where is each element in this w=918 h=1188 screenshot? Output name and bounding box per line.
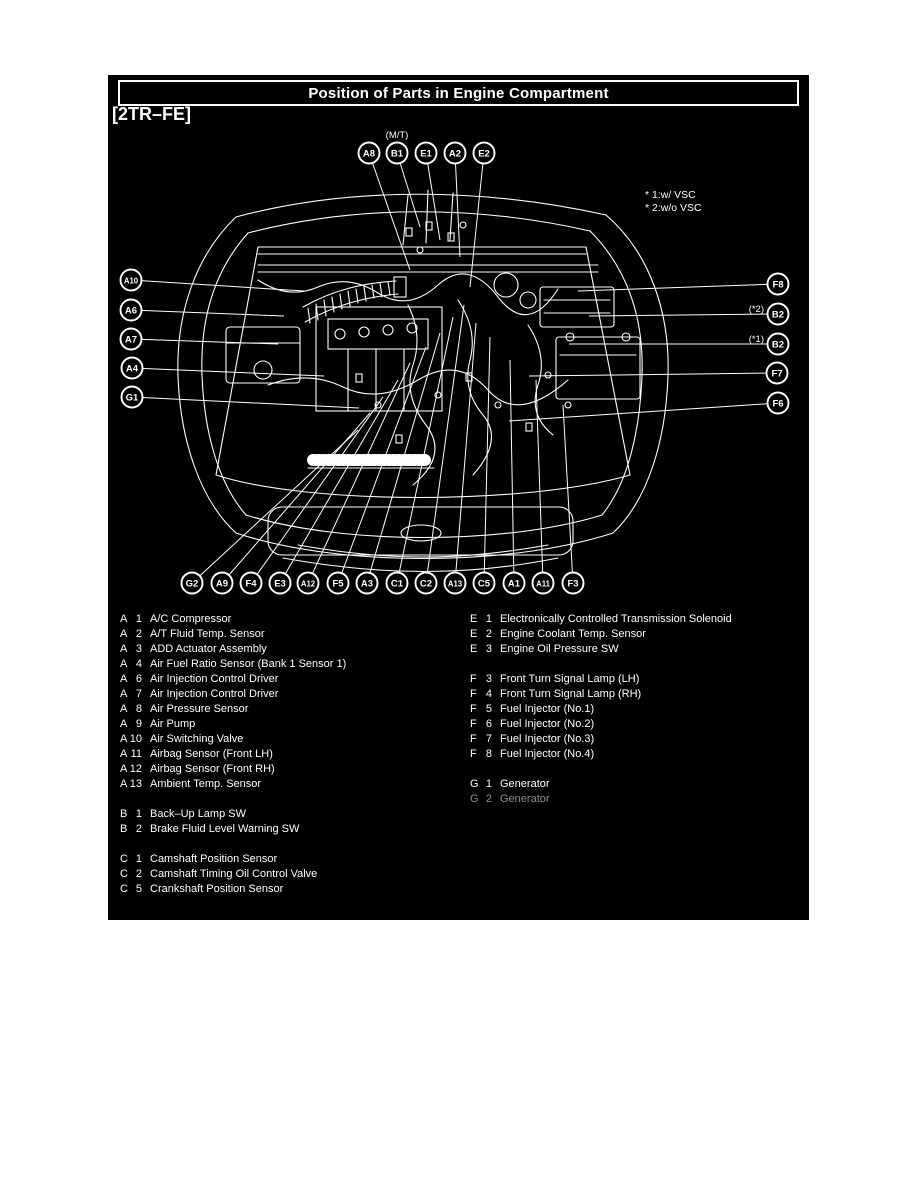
leader-line-A2	[455, 153, 460, 257]
legend-code: F	[470, 718, 477, 730]
callout-label: A1	[507, 578, 521, 590]
callout-C5	[474, 573, 495, 594]
legend-number: 4	[485, 688, 492, 700]
legend-row-F8	[470, 747, 805, 762]
callout-C1	[387, 573, 408, 594]
callout-label: C1	[390, 578, 404, 590]
callout-A4	[122, 358, 143, 379]
legend-group	[120, 852, 465, 897]
callout-label: A11	[536, 579, 550, 589]
legend-row-A10	[120, 732, 465, 747]
callout-C2	[416, 573, 437, 594]
legend-number: 3	[135, 643, 142, 655]
legend-part-name: Air Injection Control Driver	[150, 673, 279, 685]
legend-code: F	[470, 748, 477, 760]
legend-part-name: Front Turn Signal Lamp (LH)	[500, 673, 640, 685]
legend-code: E	[470, 628, 478, 640]
leader-line-A12	[308, 363, 410, 583]
page-title: Position of Parts in Engine Compartment	[308, 84, 609, 102]
legend-row-A6	[120, 672, 465, 687]
callout-B2	[768, 334, 789, 355]
legend-row-F5	[470, 702, 805, 717]
vehicle-artwork	[178, 190, 668, 572]
callout-A10	[121, 270, 142, 291]
legend-part-name: Fuel Injector (No.4)	[500, 748, 595, 760]
leader-line-A1	[510, 360, 514, 583]
legend-part-name: Air Fuel Ratio Sensor (Bank 1 Sensor 1)	[150, 658, 347, 670]
leader-line-F7	[529, 373, 777, 376]
star1-note: (*1)	[748, 334, 764, 345]
legend-part-name: Camshaft Timing Oil Control Valve	[150, 868, 318, 880]
callout-label: F7	[771, 368, 783, 380]
legend-code: F	[470, 733, 477, 745]
leader-line-A4	[132, 368, 324, 376]
legend-part-name: Generator	[500, 778, 550, 790]
legend-part-name: Ambient Temp. Sensor	[150, 778, 262, 790]
legend-number: 1	[485, 613, 492, 625]
callout-label: A10	[123, 276, 139, 286]
legend-number: 2	[135, 823, 142, 835]
legend-row-E1	[470, 612, 805, 627]
callout-label: F3	[567, 578, 579, 590]
engine-code-label: [2TR–FE]	[112, 104, 192, 124]
legend-row-C1	[120, 852, 465, 867]
legend-part-name: Generator	[500, 793, 550, 805]
callout-A6	[121, 300, 142, 321]
legend-row-A8	[120, 702, 465, 717]
callout-A3	[357, 573, 378, 594]
legend-code: A	[120, 733, 128, 745]
legend-part-name: Fuel Injector (No.3)	[500, 733, 595, 745]
legend-number: 5	[135, 883, 142, 895]
leader-line-E2	[470, 153, 484, 287]
callout-label: F4	[245, 578, 257, 590]
callout-label: G1	[125, 392, 139, 404]
callout-A13	[445, 573, 466, 594]
legend-code: A	[120, 628, 128, 640]
legend-part-name: Air Pump	[150, 718, 196, 730]
legend-number: 11	[130, 748, 142, 760]
legend-code: A	[120, 613, 128, 625]
legend-right-column	[470, 612, 805, 822]
legend-group	[120, 612, 465, 792]
leader-line-F3	[563, 405, 573, 583]
legend-number: 8	[135, 703, 142, 715]
legend-code: G	[470, 793, 479, 805]
legend-code: F	[470, 688, 477, 700]
legend-row-A7	[120, 687, 465, 702]
callout-E2	[474, 143, 495, 164]
legend-number: 3	[485, 643, 492, 655]
legend-number: 2	[485, 628, 492, 640]
legend-number: 1	[485, 778, 492, 790]
legend-code: A	[120, 778, 128, 790]
legend-number: 3	[485, 673, 492, 685]
vsc-note-line1: * 1:w/ VSC	[645, 189, 696, 201]
callout-F4	[241, 573, 262, 594]
callout-F6	[768, 393, 789, 414]
legend-part-name: A/C Compressor	[150, 613, 232, 625]
legend-left-column	[120, 612, 465, 912]
callout-A9	[212, 573, 233, 594]
vsc-note-line2: * 2:w/o VSC	[645, 202, 702, 214]
leader-line-G1	[132, 397, 359, 408]
legend-code: C	[120, 883, 128, 895]
legend-part-name: Engine Oil Pressure SW	[500, 643, 619, 655]
callout-B2	[768, 304, 789, 325]
legend-part-name: Camshaft Position Sensor	[150, 853, 278, 865]
legend-number: 7	[135, 688, 142, 700]
legend-number: 5	[485, 703, 492, 715]
leader-line-A13	[455, 323, 476, 583]
callout-B1	[387, 143, 408, 164]
legend-code: F	[470, 703, 477, 715]
legend-number: 9	[135, 718, 142, 730]
legend-part-name: Crankshaft Position Sensor	[150, 883, 284, 895]
legend-part-name: Electronically Controlled Transmission Solenoid	[500, 613, 732, 625]
legend-part-name: Front Turn Signal Lamp (RH)	[500, 688, 642, 700]
legend-number: 6	[135, 673, 142, 685]
legend-row-A11	[120, 747, 465, 762]
callout-F8	[768, 274, 789, 295]
callout-A7	[121, 329, 142, 350]
callout-E3	[270, 573, 291, 594]
callout-label: A13	[447, 579, 463, 589]
callout-F7	[767, 363, 788, 384]
legend-part-name: Air Pressure Sensor	[150, 703, 249, 715]
callout-label: A12	[300, 579, 316, 589]
legend-row-A1	[120, 612, 465, 627]
callout-label: F8	[772, 279, 784, 291]
callout-label: C2	[419, 578, 433, 590]
legend-row-A3	[120, 642, 465, 657]
legend-number: 1	[135, 853, 142, 865]
callout-label: A7	[124, 334, 138, 346]
legend-part-name: ADD Actuator Assembly	[150, 643, 267, 655]
leader-line-C5	[484, 337, 490, 583]
callout-A2	[445, 143, 466, 164]
callout-A8	[359, 143, 380, 164]
legend-part-name: Back–Up Lamp SW	[150, 808, 246, 820]
callout-label: A8	[362, 148, 376, 160]
legend-group	[470, 777, 805, 807]
legend-row-A13	[120, 777, 465, 792]
legend-row-A12	[120, 762, 465, 777]
title-box	[118, 80, 799, 106]
legend-row-F3	[470, 672, 805, 687]
callout-G1	[122, 387, 143, 408]
legend-code: A	[120, 643, 128, 655]
legend-number: 2	[135, 628, 142, 640]
callout-A11	[533, 573, 554, 594]
legend-code: G	[470, 778, 479, 790]
legend-number: 13	[129, 778, 142, 790]
leader-lines	[131, 153, 778, 583]
legend-row-A2	[120, 627, 465, 642]
callout-A12	[298, 573, 319, 594]
legend-number: 4	[135, 658, 142, 670]
legend-number: 2	[485, 793, 492, 805]
callout-label: B1	[390, 148, 404, 160]
legend-part-name: Fuel Injector (No.2)	[500, 718, 595, 730]
legend-code: A	[120, 673, 128, 685]
legend-number: 10	[129, 733, 142, 745]
legend-code: A	[120, 703, 128, 715]
legend-code: A	[120, 718, 128, 730]
legend-row-F4	[470, 687, 805, 702]
legend-number: 6	[485, 718, 492, 730]
leader-line-F6	[509, 403, 778, 421]
diagram-panel	[108, 75, 809, 920]
mt-note: (M/T)	[385, 130, 409, 141]
legend-row-B2	[120, 822, 465, 837]
star2-note: (*2)	[748, 304, 764, 315]
callout-A1	[504, 573, 525, 594]
legend-code: E	[470, 613, 478, 625]
legend-code: E	[470, 643, 478, 655]
legend-row-F7	[470, 732, 805, 747]
callout-label: F5	[332, 578, 344, 590]
callout-label: E3	[274, 578, 286, 590]
legend-code: F	[470, 673, 477, 685]
legend-number: 1	[135, 808, 142, 820]
legend-number: 12	[129, 763, 142, 775]
callout-label: E1	[420, 148, 432, 160]
legend-code: A	[120, 763, 128, 775]
legend-row-A9	[120, 717, 465, 732]
legend-part-name: Air Switching Valve	[150, 733, 244, 745]
legend-row-A4	[120, 657, 465, 672]
callout-label: F6	[772, 398, 784, 410]
callout-label: E2	[478, 148, 490, 160]
legend-code: C	[120, 853, 128, 865]
callout-label: A9	[215, 578, 229, 590]
engine-compartment-diagram	[108, 130, 809, 610]
callout-label: B2	[771, 309, 785, 321]
legend-part-name: A/T Fluid Temp. Sensor	[150, 628, 265, 640]
legend-number: 8	[485, 748, 492, 760]
legend-row-B1	[120, 807, 465, 822]
callout-label: A6	[124, 305, 138, 317]
legend-part-name: Brake Fluid Level Warning SW	[150, 823, 300, 835]
legend-code: B	[120, 808, 128, 820]
callout-label: B2	[771, 339, 785, 351]
legend-group	[470, 672, 805, 762]
legend-code: A	[120, 748, 128, 760]
leader-line-A7	[131, 339, 278, 344]
leader-line-B1	[397, 153, 420, 227]
legend-part-name: Airbag Sensor (Front RH)	[150, 763, 275, 775]
legend-part-name: Airbag Sensor (Front LH)	[150, 748, 273, 760]
legend-number: 1	[135, 613, 142, 625]
legend-group	[120, 807, 465, 837]
legend-row-F6	[470, 717, 805, 732]
legend-code: B	[120, 823, 128, 835]
legend-code: A	[120, 688, 128, 700]
legend-part-name: Air Injection Control Driver	[150, 688, 279, 700]
legend-row-C5	[120, 882, 465, 897]
legend-code: A	[120, 658, 128, 670]
legend-part-name: Fuel Injector (No.1)	[500, 703, 595, 715]
legend-part-name: Engine Coolant Temp. Sensor	[500, 628, 646, 640]
legend-row-G2	[470, 792, 805, 807]
legend-number: 2	[135, 868, 142, 880]
callout-label: A2	[448, 148, 462, 160]
legend-number: 7	[485, 733, 492, 745]
legend-row-G1	[470, 777, 805, 792]
legend-code: C	[120, 868, 128, 880]
callout-label: A4	[125, 363, 139, 375]
callout-F3	[563, 573, 584, 594]
callout-E1	[416, 143, 437, 164]
leader-line-A11	[536, 380, 543, 583]
legend-row-E3	[470, 642, 805, 657]
legend-row-E2	[470, 627, 805, 642]
legend-group	[470, 612, 805, 657]
callout-label: C5	[477, 578, 491, 590]
callout-label: G2	[185, 578, 199, 590]
callout-F5	[328, 573, 349, 594]
legend-row-C2	[120, 867, 465, 882]
callout-G2	[182, 573, 203, 594]
callout-label: A3	[360, 578, 374, 590]
